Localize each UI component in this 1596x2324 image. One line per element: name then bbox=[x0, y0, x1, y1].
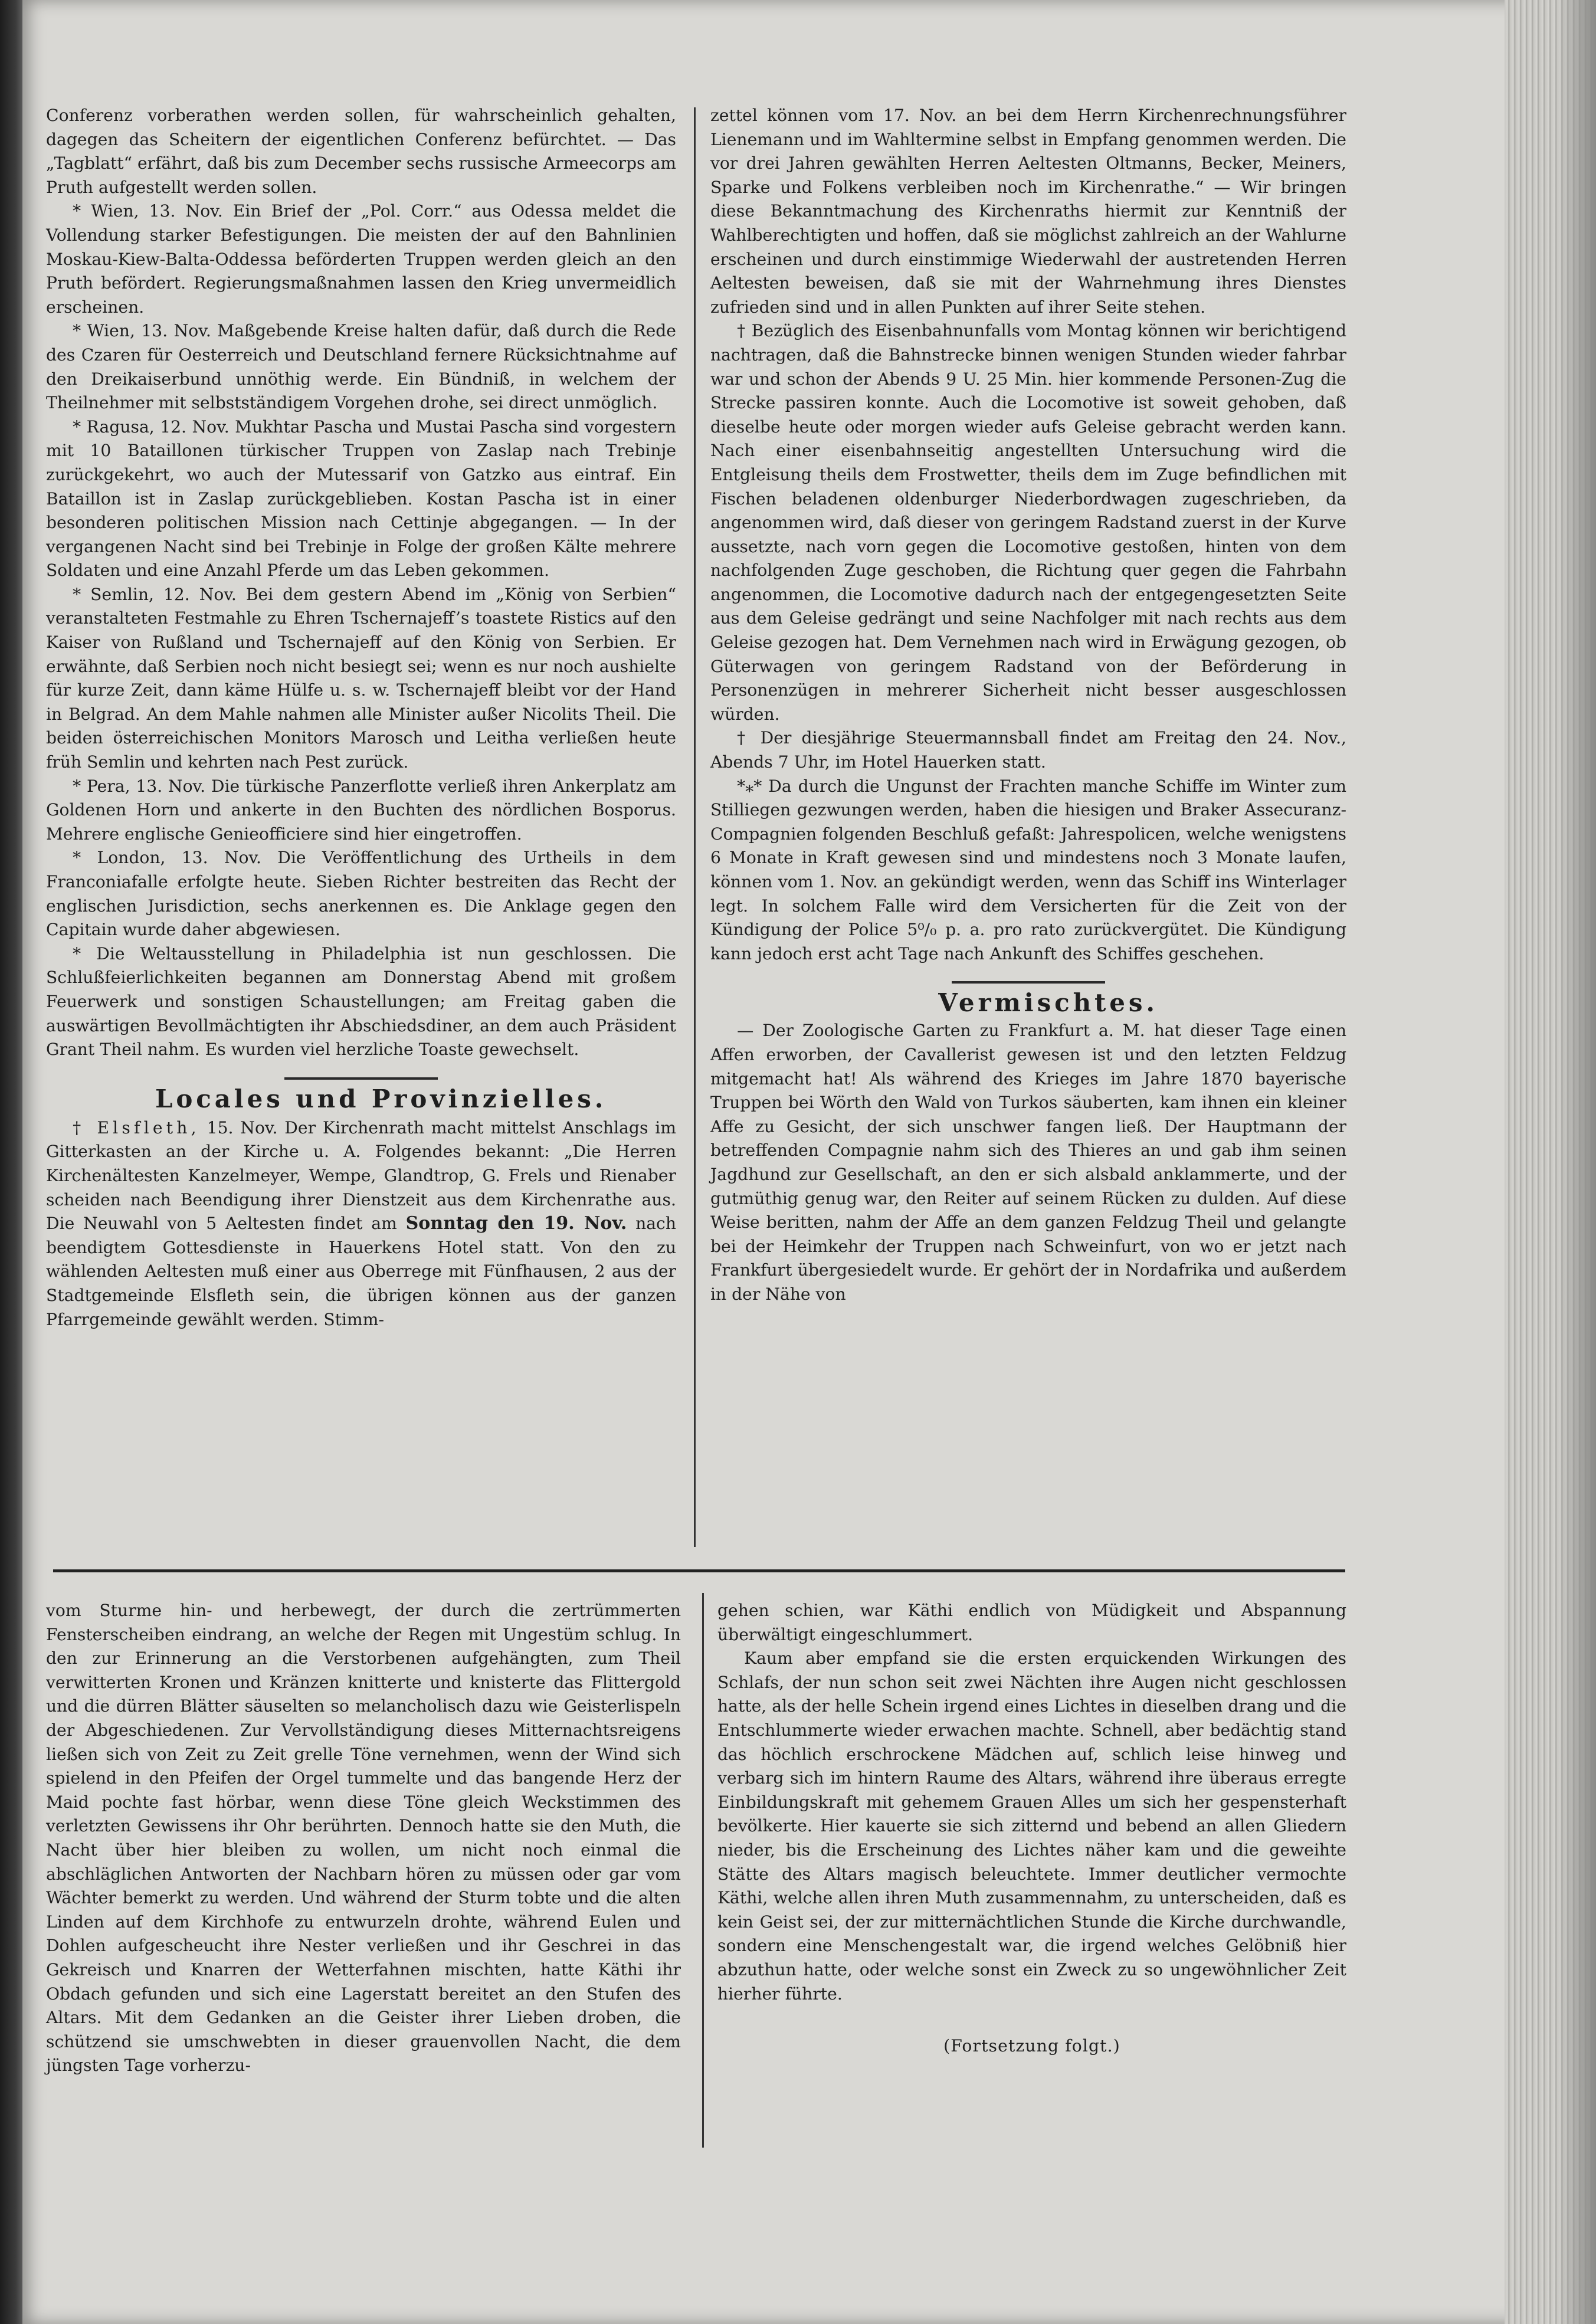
article-elsfleth-continued: zettel können vom 17. Nov. an bei dem Herrn Kirchenrechnungsführer Lienemann und im Wahltermine selbst in Empfang genommen werden. Die vor drei Jahren gewählten Herren Aeltesten Oltmanns, Becker, Meiners, Sparke und Folkens verbleiben noch im Kirchenrathe.“ — Wir bringen diese Bekanntmachung des Kirchenraths hiermit zur Kenntniß der Wahlberechtigten und hoffen, daß sie möglichst zahlreich an der Wahlurne erscheinen und durch einstimmige Wiederwahl der austretenden Herren Aeltesten beweisen, daß sie mit der Wahrnehmung ihres Dienstes zufrieden sind und in allen Punkten auf ihrer Seite stehen. bbox=[710, 106, 1346, 317]
page-stack-shadow bbox=[1558, 0, 1596, 2324]
election-date: Sonntag den 19. Nov. bbox=[405, 1213, 627, 1234]
article-philadelphia: * Die Weltausstellung in Philadelphia ist nun geschlossen. Die Schlußfeierlichkeiten begannen am Donnerstag Abend mit großem Feuerwerk und sonstigen Schaustellungen; am Freitag gaben die auswärtigen Bevollmächtigten ihr Abschiedsdiner, an dem auch Präsident Grant Theil nahm. Es wurden viel herzliche Toaste gewechselt. bbox=[46, 943, 676, 1060]
continuation-note: (Fortsetzung folgt.) bbox=[943, 2036, 1120, 2056]
article-steuermannsball: † Der diesjährige Steuermannsball findet am Freitag den 24. Nov., Abends 7 Uhr, im Hotel Hauerken statt. bbox=[710, 728, 1346, 772]
section-title-locales: Locales und Provinzielles. bbox=[155, 1084, 607, 1113]
article-ragusa: * Ragusa, 12. Nov. Mukhtar Pascha und Mustai Pascha sind vorgestern mit 10 Bataillonen türkischer Truppen von Zaslap nach Trebinje zurückgekehrt, wo auch der Mutessarif von Gatzko aus eintraf. Ein Bataillon ist in Zaslap zurückgeblieben. Kostan Pascha ist in einer besonderen politischen Mission nach Cettinje abgegangen. — In der vergangenen Nacht sind bei Trebinje in Folge der großen Kälte mehrere Soldaten und eine Anzahl Pferde um das Leben gekommen. bbox=[46, 417, 676, 581]
article-pera: * Pera, 13. Nov. Die türkische Panzerflotte verließ ihren Ankerplatz am Goldenen Horn und ankerte in den Buchten des nördlichen Bosporus. Mehrere englische Genieofficiere sind hier eingetroffen. bbox=[46, 776, 676, 844]
elsfleth-text-1: 15. Nov. Der Kirchenrath macht mittelst Anschlags im Gitterkasten an der Kirche u. A. Folgendes bekannt: „Die Herren Kirchenältesten Kanzelmeyer, Wempe, Glandtrop, G. Frels und Rienaber scheiden nach Beendigung ihrer Dienstzeit aus dem Kirchenrathe aus. Die Neuwahl von 5 Aeltesten findet am bbox=[46, 1117, 676, 1234]
feuilleton-rule bbox=[53, 1569, 1345, 1572]
column-feuilleton-right bbox=[717, 1599, 1346, 2059]
article-wien-dreikaiserbund: * Wien, 13. Nov. Maßgebende Kreise halten dafür, daß durch die Rede des Czaren für Oesterreich und Deutschland fernere Rücksichtnahme auf den Dreikaiserbund unnöthig werde. Ein Bündniß, in welchem der Theilnehmer mit selbstständigem Vorgehen drohe, sei direct unmöglich. bbox=[46, 321, 676, 413]
feuilleton-paragraph: vom Sturme hin- und herbewegt, der durch die zertrümmerten Fensterscheiben eindrang, an welche der Regen mit Ungestüm schlug. In den zur Erinnerung an die Verstorbenen aufgehängten, zum Theil verwitterten Kronen und Kränzen knitterte und knisterte das Flittergold und die dürren Blätter säuselten so melancholisch dazu wie Geisterlispeln der Abgeschiedenen. Zur Vervollständigung dieses Mitternachtsreigens ließen sich von Zeit zu Zeit grelle Töne vernehmen, wenn der Wind sich spielend in den Pfeifen der Orgel tummelte und das bangende Herz der Maid pochte fast hörbar, wenn diese Töne gleich Weckstimmen des verletzten Gewissens ihr Ohr berührten. Dennoch hatte sie den Muth, die Nacht über hier bleiben zu wollen, um nicht noch einmal die abschläglichen Antworten der Nachbarn hören zu müssen oder gar vom Wächter bemerkt zu werden. Und während der Sturm tobte und die alten Linden auf dem Kirchhofe zu entwurzeln drohte, während Eulen und Dohlen aufgescheucht ihre Nester verließen und ihr Geschrei in das Gekreisch und Knarren der Wetterfahnen mischten, hatte Käthi ihr Obdach gefunden und sich eine Lagerstatt bereitet an den Stufen des Altars. Mit dem Gedanken an die Geister ihrer Lieben droben, die schützend sie umschwebten in dieser grauenvollen Nacht, die dem jüngsten Tage vorherzu- bbox=[46, 1601, 681, 2076]
article-london: * London, 13. Nov. Die Veröffentlichung des Urtheils in dem Franconiafalle erfolgte heute. Sieben Richter bestreiten das Recht der englischen Jurisdiction, sechs anerkennen es. Die Anklage gegen den Capitain wurde daher abgewiesen. bbox=[46, 848, 676, 940]
column-feuilleton-left bbox=[46, 1599, 681, 2078]
column-upper-right bbox=[710, 104, 1346, 1307]
elsfleth-text-2: nach beendigtem Gottesdienste in Hauerkens Hotel statt. Von den zu wählenden Aeltesten muß einer aus Oberrege mit Fünfhausen, 2 aus der Stadtgemeinde Elsfleth sein, die übrigen können aus der ganzen Pfarrgemeinde gewählt werden. Stimm- bbox=[46, 1214, 676, 1329]
section-rule-locales bbox=[284, 1077, 438, 1080]
section-title-vermischtes: Vermischtes. bbox=[938, 988, 1158, 1018]
section-rule-vermischtes bbox=[952, 981, 1105, 984]
article-semlin: * Semlin, 12. Nov. Bei dem gestern Abend im „König von Serbien“ veranstalteten Festmahle zu Ehren Tschernajeff’s toastete Ristics auf den Kaiser von Rußland und Tschernajeff auf den König von Serbien. Er erwähnte, daß Serbien noch nicht besiegt sei; wenn es nur noch aushielte für kurze Zeit, dann käme Hülfe u. s. w. Tschernajeff bleibt vor der Hand in Belgrad. An dem Mahle nahmen alle Minister außer Nicolits Theil. Die beiden österreichischen Monitors Marosch und Leitha verließen heute früh Semlin und kehrten nach Pest zurück. bbox=[46, 584, 676, 772]
article-wien-odessa: * Wien, 13. Nov. Ein Brief der „Pol. Corr.“ aus Odessa meldet die Vollendung starker Befestigungen. Die meisten der auf den Bahnlinien Moskau-Kiew-Balta-Oddessa beförderten Truppen werden gleich an den Pruth befördert. Regierungsmaßnahmen lassen den Krieg unvermeidlich erscheinen. bbox=[46, 201, 676, 317]
article-insurance: *⁎* Da durch die Ungunst der Frachten manche Schiffe im Winter zum Stilliegen gezwungen werden, haben die hiesigen und Braker Assecuranz-Compagnien folgenden Beschluß gefaßt: Jahrespolicen, welche wenigstens 6 Monate in Kraft gewesen sind und mindestens noch 3 Monate laufen, können vom 1. Nov. an gekündigt werden, wenn das Schiff ins Winterlager legt. In solchem Falle wird dem Versicherten für die Zeit von der Kündigung der Police 5⁰/₀ p. a. pro rato zurückvergütet. Die Kündigung kann jedoch erst acht Tage nach Ankunft des Schiffes geschehen. bbox=[710, 776, 1346, 963]
article-railway-accident: † Bezüglich des Eisenbahnunfalls vom Montag können wir berichtigend nachtragen, daß die Bahnstrecke binnen wenigen Stunden wieder fahrbar war und schon der Abends 9 U. 25 Min. hier kommende Personen-Zug die Strecke passiren konnte. Auch die Locomotive ist soweit gehoben, daß dieselbe heute oder morgen wieder aufs Geleise gebracht werden kann. Nach einer eisenbahnseitig angestellten Untersuchung wird die Entgleisung theils dem Frostwetter, theils dem im Zuge befindlichen mit Fischen beladenen oldenburger Niederbordwagen zugeschrieben, da angenommen wird, daß dieser von geringem Radstand zuerst in der Kurve aussetzte, nach vorn gegen die Locomotive gestoßen, hinten von dem nachfolgenden Zuge geschoben, die Richtung quer gegen die Fahrbahn angenommen, die Locomotive dadurch nach der entgegengesetzten Seite aus dem Geleise gedrängt und seine Nachfolger mit nach rechts aus dem Geleise gezogen hat. Dem Vernehmen nach wird in Erwägung gezogen, ob Güterwagen von geringem Radstand von der Beförderung in Personenzügen in mehrerer Sicherheit nicht besser ausgeschlossen würden. bbox=[710, 321, 1346, 724]
place-elsfleth: † Elsfleth, bbox=[73, 1117, 200, 1138]
feuilleton-paragraph: Kaum aber empfand sie die ersten erquickenden Wirkungen des Schlafs, der nun schon seit zwei Nächten ihre Augen nicht geschlossen hatte, als der helle Schein irgend eines Lichtes in dieselben drang und die Entschlummerte wieder erwachen machte. Schnell, aber bedächtig stand das höchlich erschrockene Mädchen auf, schlich leise hinweg und verbarg sich im hintern Raume des Altars, während ihre überaus erregte Einbildungskraft mit gehemem Grauen Alles um sich her gespensterhaft bevölkerte. Hier kauerte sie sich zitternd und bebend an allen Gliedern nieder, bis die Erscheinung des Lichtes näher kam und die geweihte Stätte des Altars magisch beleuchtete. Immer deutlicher vermochte Käthi, welche allen ihren Muth zusammennahm, zu unterscheiden, daß es kein Geist sei, der zur mitternächtlichen Stunde die Kirche durchwandle, sondern eine Menschengestalt war, die irgend welches Gelöbniß hier abzuthun hatte, oder welche sonst ein Zweck zu so ungewöhnlicher Zeit hierher führte. bbox=[717, 1648, 1346, 2004]
column-divider bbox=[694, 107, 696, 1547]
article-conference: Conferenz vorberathen werden sollen, für wahrscheinlich gehalten, dagegen das Scheitern der eigentlichen Conferenz befürchtet. — Das „Tagblatt“ erfährt, daß bis zum December sechs russische Armeecorps am Pruth aufgestellt werden sollen. bbox=[46, 106, 676, 197]
feuilleton-divider bbox=[702, 1593, 704, 2148]
column-upper-left bbox=[46, 104, 676, 1332]
article-elsfleth-election bbox=[46, 1116, 676, 1332]
feuilleton-paragraph: gehen schien, war Käthi endlich von Müdigkeit und Abspannung überwältigt eingeschlummert. bbox=[717, 1601, 1346, 1644]
article-zoo-monkey: — Der Zoologische Garten zu Frankfurt a. M. hat dieser Tage einen Affen erworben, der Cavallerist gewesen ist und den letzten Feldzug mitgemacht hat! Als während des Krieges im Jahre 1870 bayerische Truppen bei Wörth den Wald von Turkos säuberten, kam ihnen ein kleiner Affe zu Gesicht, der sich unschwer fangen ließ. Der Hauptmann der betreffenden Compagnie nahm sich des Thieres an und gab ihm seinen Jagdhund zur Gesellschaft, an den er sich alsbald anklammerte, und der gutmüthig genug war, den Reiter auf seinem Rücken zu dulden. Auf diese Weise beritten, nahm der Affe an dem ganzen Feldzug Theil und gelangte bei der Heimkehr der Truppen nach Schweinfurt, von wo er jetzt nach Frankfurt übergesiedelt wurde. Er gehört der in Nordafrika und außerdem in der Nähe von bbox=[710, 1021, 1346, 1304]
